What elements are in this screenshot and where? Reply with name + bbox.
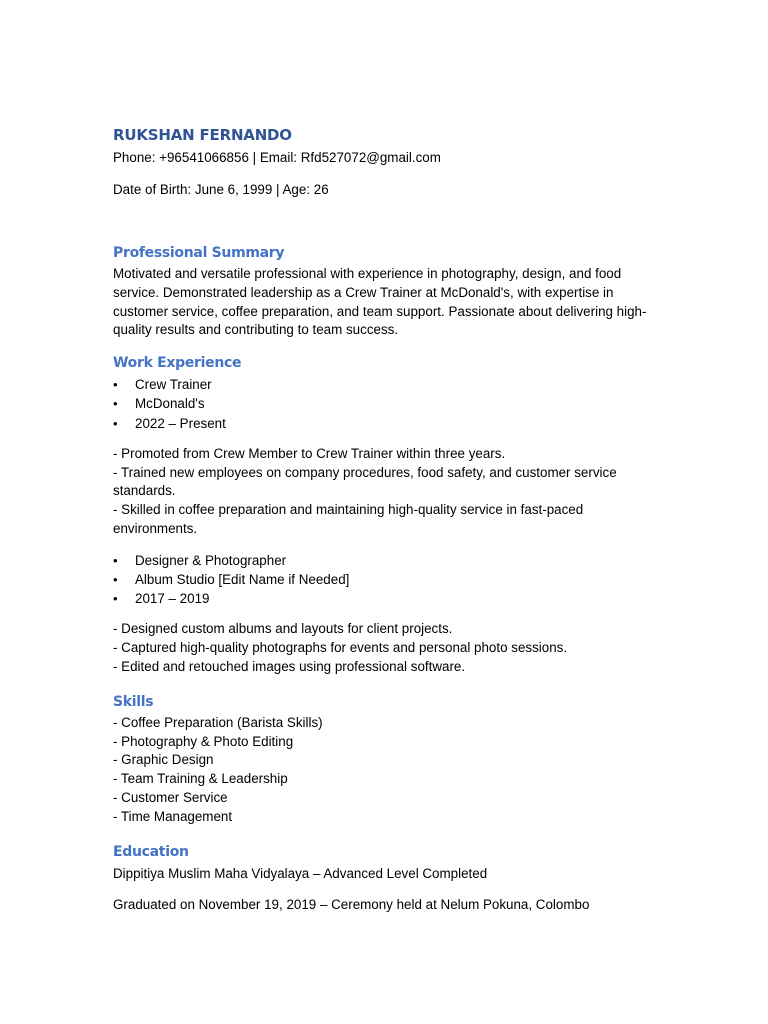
job-employer: • McDonald's <box>113 394 653 413</box>
birth-line: Date of Birth: June 6, 1999 | Age: 26 <box>113 182 329 197</box>
bullet-icon: • <box>113 396 118 412</box>
education-heading: Education <box>113 843 189 860</box>
job-title: • Designer & Photographer <box>113 551 653 570</box>
job-detail-item: - Designed custom albums and layouts for client projects. <box>113 621 453 637</box>
bullet-icon: • <box>113 591 118 607</box>
skill-item: - Team Training & Leadership <box>113 771 288 787</box>
job-dates: • 2022 – Present <box>113 414 653 433</box>
job-summary-list <box>113 551 653 609</box>
skill-item: - Graphic Design <box>113 752 214 768</box>
experience-heading: Work Experience <box>113 355 242 372</box>
job-detail-item: - Skilled in coffee preparation and maintaining high-quality service in fast-paced environments. <box>113 502 584 536</box>
candidate-name: RUKSHAN FERNANDO <box>113 126 292 144</box>
job-entry <box>113 551 653 677</box>
skill-item: - Time Management <box>113 808 233 824</box>
skills-heading: Skills <box>113 693 154 710</box>
skill-item: - Coffee Preparation (Barista Skills) <box>113 714 323 730</box>
job-entry <box>113 375 653 539</box>
skill-item: - Customer Service <box>113 789 228 805</box>
job-detail-item: - Captured high-quality photographs for events and personal photo sessions. <box>113 640 568 656</box>
bullet-icon: • <box>113 415 118 431</box>
job-details <box>113 620 653 676</box>
resume-page <box>113 126 653 914</box>
job-dates: • 2017 – 2019 <box>113 589 653 608</box>
job-detail-item: - Trained new employees on company procedures, food safety, and customer service standards. <box>113 464 617 499</box>
job-title: • Crew Trainer <box>113 375 653 394</box>
job-detail-item: - Promoted from Crew Member to Crew Trainer within three years. <box>113 445 506 461</box>
skill-item: - Photography & Photo Editing <box>113 733 294 749</box>
bullet-icon: • <box>113 377 118 393</box>
skills-list <box>113 714 653 827</box>
job-detail-item: - Edited and retouched images using professional software. <box>113 658 466 674</box>
bullet-icon: • <box>113 552 118 568</box>
job-summary-list <box>113 375 653 433</box>
education-graduation: Graduated on November 19, 2019 – Ceremony held at Nelum Pokuna, Colombo <box>113 896 590 912</box>
summary-text: Motivated and versatile professional with experience in photography, design, and food service. Demonstrated leadership as a Crew Trainer at McDonald's, with expertise in customer service, coffee preparation, and team support. Passionate about delivering high-quality results and contributing to team success. <box>113 266 647 338</box>
summary-heading: Professional Summary <box>113 245 285 261</box>
job-employer: • Album Studio [Edit Name if Needed] <box>113 570 653 589</box>
job-details <box>113 445 653 539</box>
contact-line: Phone: +96541066856 | Email: Rfd527072@gmail.com <box>113 150 441 165</box>
bullet-icon: • <box>113 571 118 587</box>
education-school: Dippitiya Muslim Maha Vidyalaya – Advanced Level Completed <box>113 865 488 881</box>
